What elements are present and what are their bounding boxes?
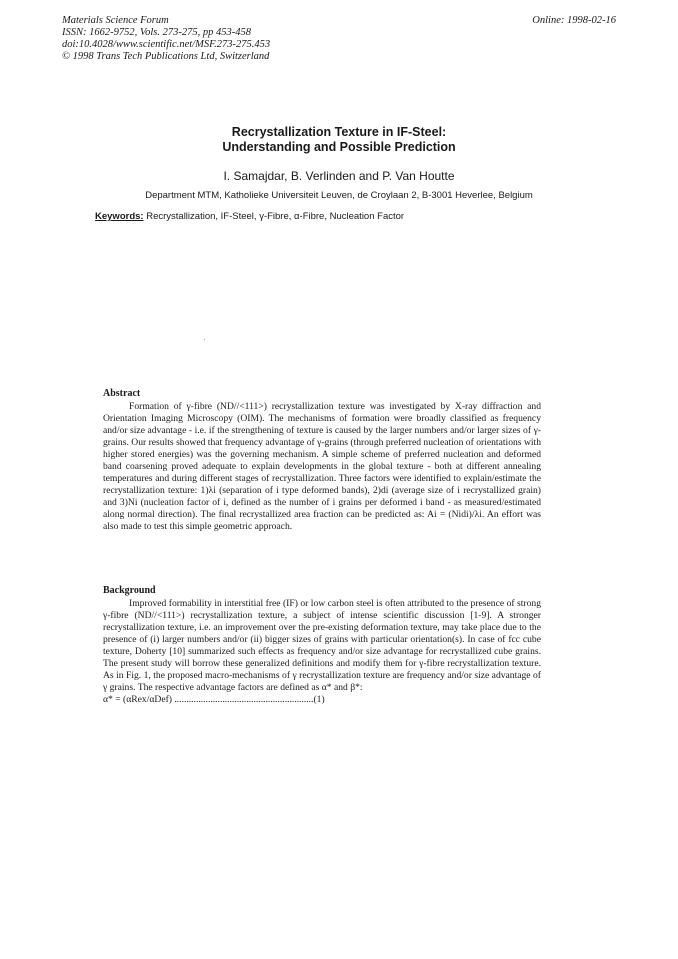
stray-dot	[204, 339, 205, 340]
background-text: Improved formability in interstitial free (IF) or low carbon steel is often attributed to the presence of strong γ-fibre (ND//<111>) recrystallization texture, a subject of intense scientific discussion [1-9]. A stronger recrystallization texture, i.e. an improvement over the pre-existing deformation texture, may take place due to the presence of (i) larger numbers and/or (ii) bigger sizes of grains with particular orientation(s). In case of fcc cube texture, Doherty [10] summarized such effects as frequency and/or size advantage for recrystallized cube grains. The present study will borrow these generalized definitions and modify them for γ-fibre recrystallization texture. As in Fig. 1, the proposed macro-mechanisms of γ recrystallization texture are frequency and/or size advantage of γ grains. The respective advantage factors are defined as α* and β*:	[103, 597, 541, 694]
equation-1: α* = (αRex/αDef) ..........................................................(1)	[103, 694, 325, 706]
affiliation: Department MTM, Katholieke Universiteit Leuven, de Croylaan 2, B-3001 Heverlee, Belgium	[145, 190, 533, 201]
paper-title	[0, 125, 678, 155]
background-section	[103, 585, 541, 706]
doi-line: doi:10.4028/www.scientific.net/MSF.273-275.453	[62, 39, 271, 50]
abstract-text: Formation of γ-fibre (ND//<111>) recrystallization texture was investigated by X-ray diffraction and Orientation Imaging Microscopy (OIM). The mechanisms of formation were broadly classified as frequency and/or size advantage - i.e. if the strengthening of texture is caused by the larger numbers and/or larger sizes of γ-grains. Our results showed that frequency advantage of γ-grains (through preferred nucleation of orientations with higher stored energies) was the governing mechanism. A simple scheme of preferred nucleation and deformed band coarsening proved adequate to explain developments in the global texture - both at different annealing temperatures and during different stages of recrystallization. Three factors were identified to explain/estimate the recrystallization texture: 1)λi (separation of i type deformed bands), 2)di (average size of i recrystallized grain) and 3)Ni (nucleation factor of i, defined as the number of i grains per deformed i band - as measured/estimated along normal direction). The final recrystallized area fraction can be predicted as: Ai = (Nidi)/λi. An effort was also made to test this simple geometric approach.	[103, 400, 541, 533]
online-date: Online: 1998-02-16	[532, 15, 616, 26]
background-heading: Background	[103, 585, 156, 596]
title-line-1: Recrystallization Texture in IF-Steel:	[231, 125, 447, 139]
journal-name: Materials Science Forum	[62, 15, 169, 26]
issn-line: ISSN: 1662-9752, Vols. 273-275, pp 453-458	[62, 27, 251, 38]
copyright-line: © 1998 Trans Tech Publications Ltd, Switzerland	[62, 51, 270, 62]
title-line-2: Understanding and Possible Prediction	[222, 140, 456, 154]
authors: I. Samajdar, B. Verlinden and P. Van Houtte	[223, 169, 455, 183]
keywords-list: Recrystallization, IF-Steel, γ-Fibre, α-Fibre, Nucleation Factor	[143, 211, 405, 222]
abstract-heading: Abstract	[103, 388, 141, 399]
abstract-section	[103, 388, 541, 534]
keywords	[95, 211, 404, 222]
journal-header	[62, 15, 270, 63]
keywords-label: Keywords:	[95, 211, 144, 222]
